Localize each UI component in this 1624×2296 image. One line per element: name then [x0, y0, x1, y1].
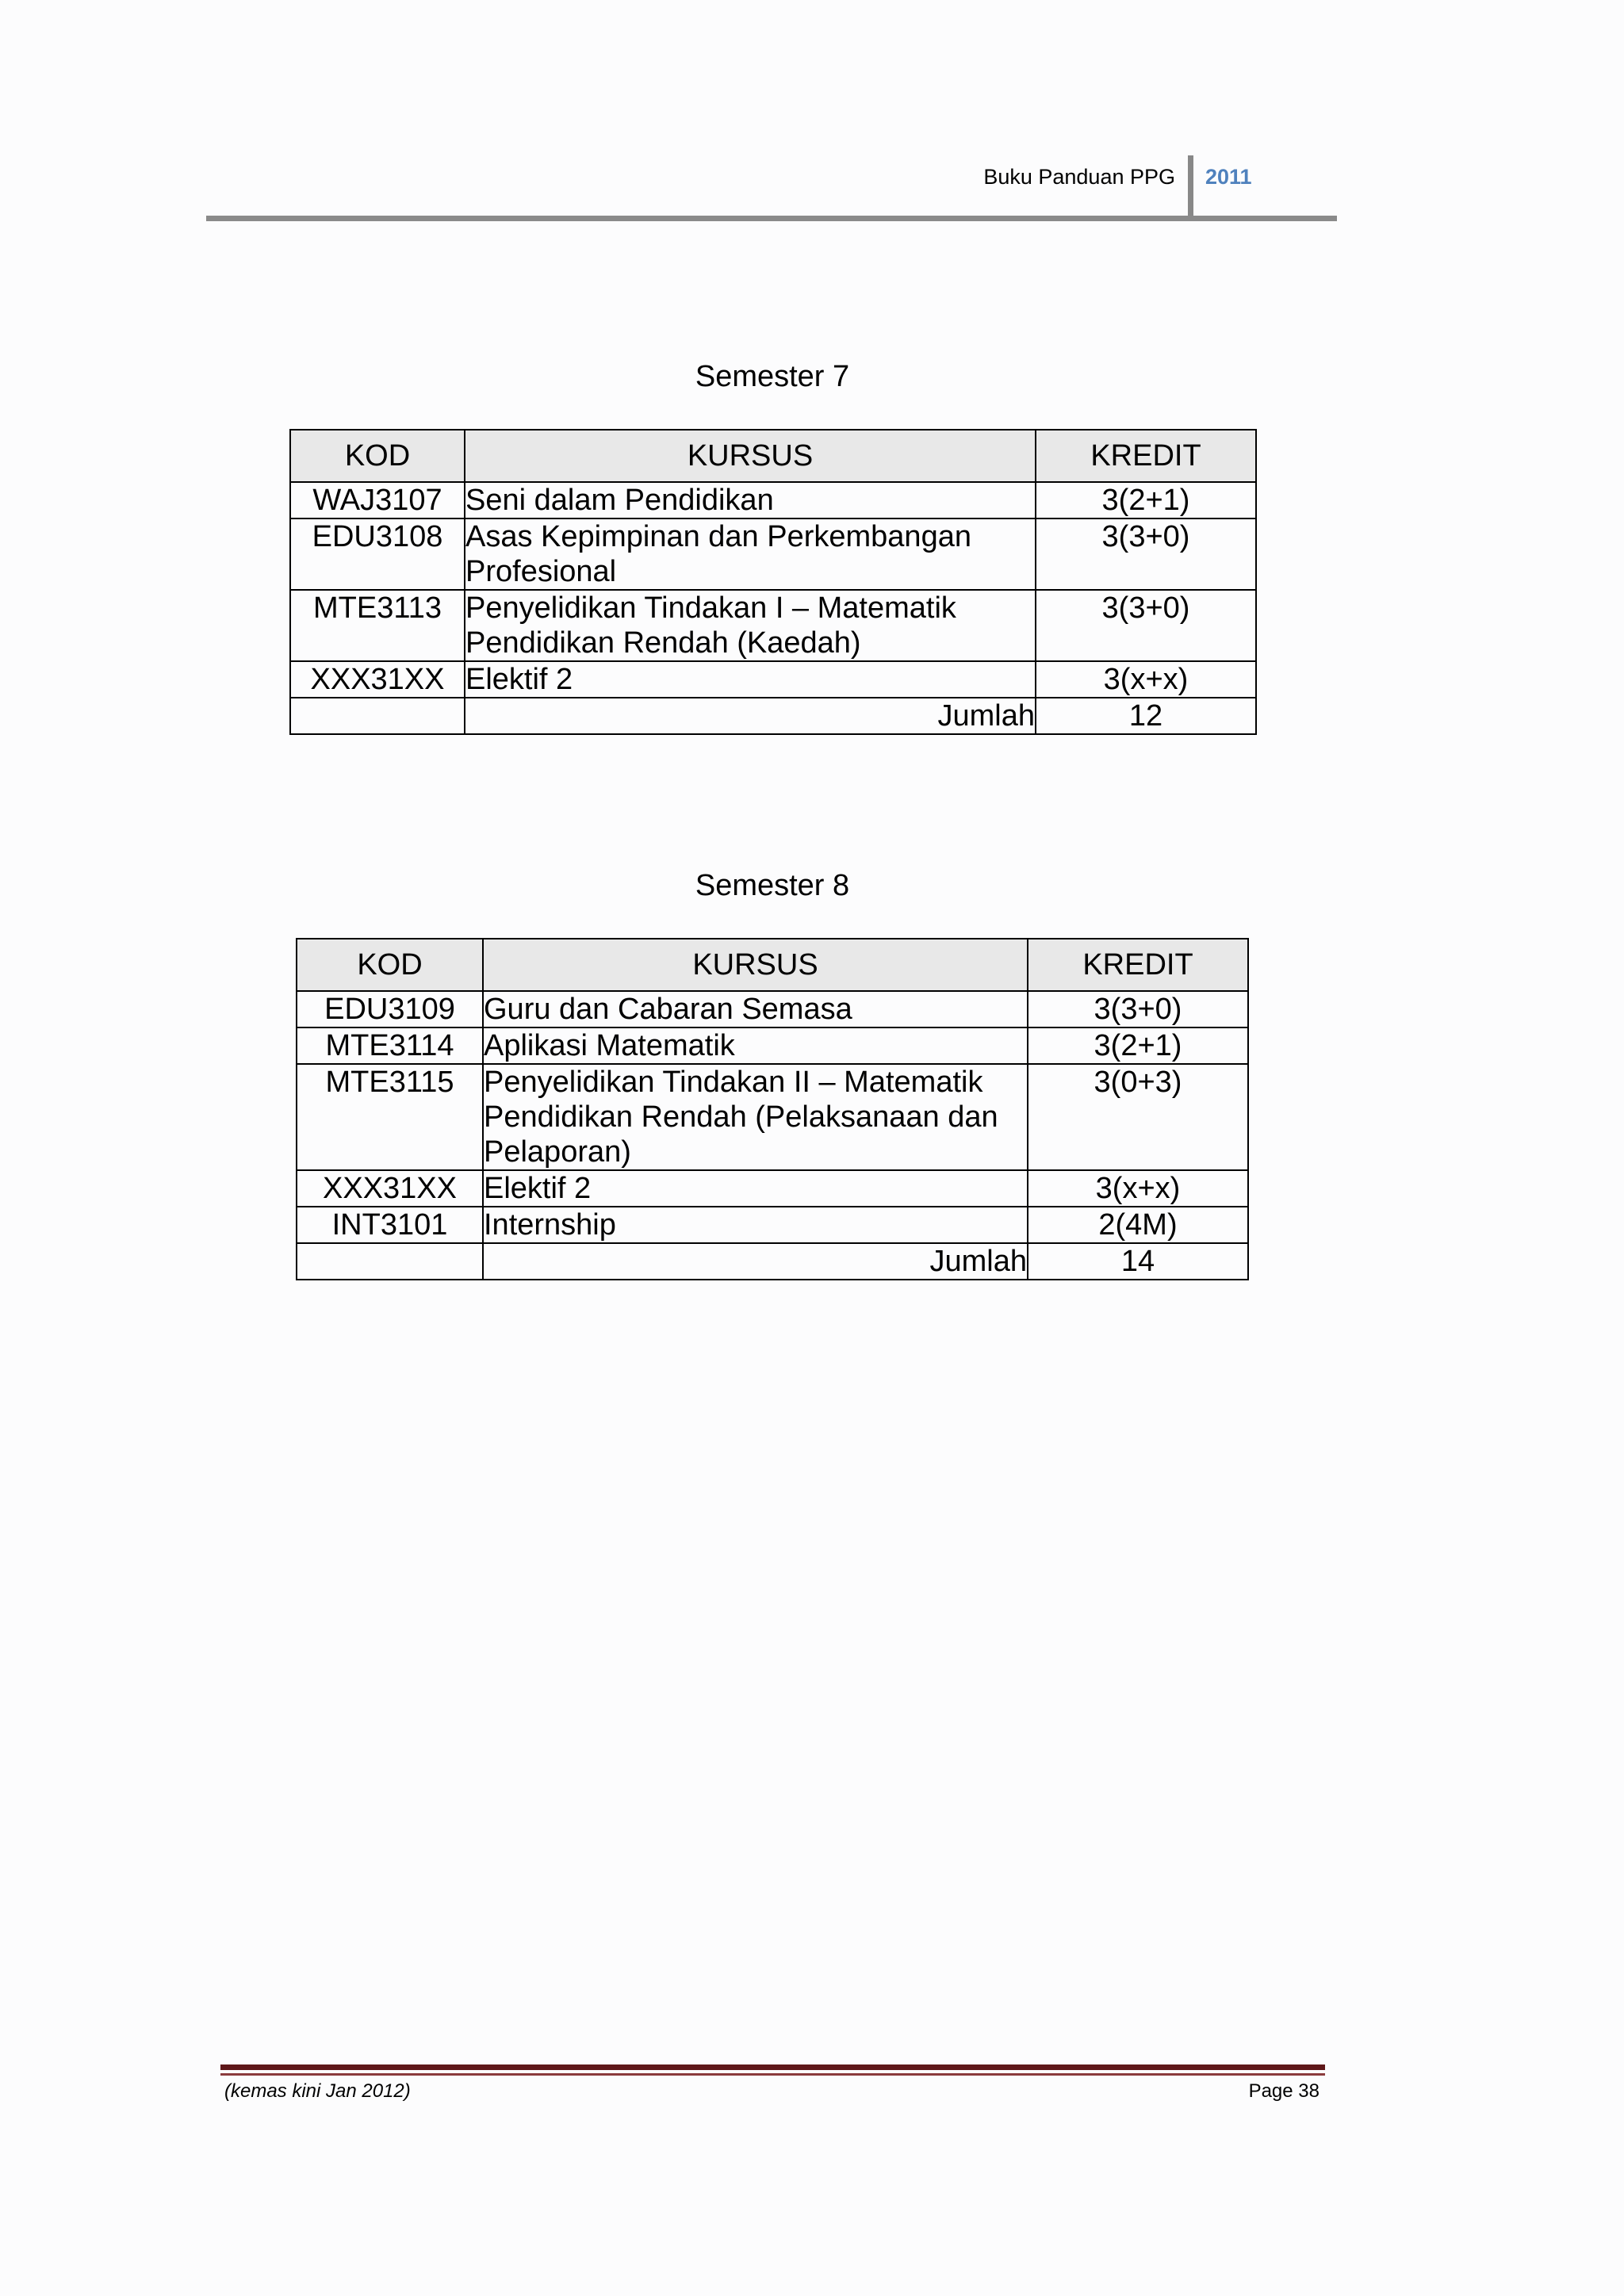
total-row [297, 1243, 1248, 1280]
course-credit: 3(3+0) [1036, 519, 1256, 590]
course-name [483, 1207, 1028, 1243]
semester-8-table [296, 938, 1249, 1280]
footer-rule-thin [220, 2073, 1325, 2076]
total-label: Jumlah [465, 698, 1036, 734]
course-name [483, 991, 1028, 1027]
semester-7-rows [290, 482, 1256, 734]
column-header-kursus: KURSUS [465, 430, 1036, 482]
course-code: XXX31XX [290, 661, 465, 698]
column-header-kod: KOD [297, 939, 483, 991]
course-credit: 3(0+3) [1028, 1064, 1248, 1170]
total-credit: 12 [1036, 698, 1256, 734]
course-name-line: Penyelidikan Tindakan I – Matematik [465, 591, 956, 625]
semester-8-title: Semester 8 [695, 869, 850, 902]
course-name [465, 590, 1036, 661]
course-name-line: Elektif 2 [465, 663, 573, 696]
course-name [465, 482, 1036, 519]
table-row [290, 482, 1256, 519]
footer-page-number: Page 38 [1248, 2080, 1320, 2102]
column-header-kredit: KREDIT [1036, 430, 1256, 482]
course-name [483, 1170, 1028, 1207]
header-rule [206, 216, 1337, 221]
course-name [465, 661, 1036, 698]
column-header-kod: KOD [290, 430, 465, 482]
course-code: WAJ3107 [290, 482, 465, 519]
course-name-line: Pendidikan Rendah (Kaedah) [465, 626, 861, 660]
total-label: Jumlah [483, 1243, 1028, 1280]
semester-7-title: Semester 7 [695, 360, 850, 393]
empty-cell [290, 698, 465, 734]
course-credit: 2(4M) [1028, 1207, 1248, 1243]
course-name-line: Profesional [465, 555, 617, 588]
table-row [290, 519, 1256, 590]
course-name-line: Seni dalam Pendidikan [465, 484, 774, 517]
course-name-line: Elektif 2 [484, 1172, 592, 1205]
footer-rule [220, 2064, 1325, 2070]
table-row [297, 1027, 1248, 1064]
table-row [297, 1207, 1248, 1243]
table-row [297, 1170, 1248, 1207]
column-header-kredit: KREDIT [1028, 939, 1248, 991]
table-row [297, 991, 1248, 1027]
course-name-line: Penyelidikan Tindakan II – Matematik [484, 1066, 983, 1099]
course-name-line: Guru dan Cabaran Semasa [484, 993, 852, 1026]
header-title: Buku Panduan PPG [983, 165, 1175, 189]
table-header-row [297, 939, 1248, 991]
course-code: MTE3115 [297, 1064, 483, 1170]
semester-8-rows [297, 991, 1248, 1280]
course-name [465, 519, 1036, 590]
course-credit: 3(x+x) [1036, 661, 1256, 698]
table-row [297, 1064, 1248, 1170]
total-credit: 14 [1028, 1243, 1248, 1280]
column-header-kursus: KURSUS [483, 939, 1028, 991]
empty-cell [297, 1243, 483, 1280]
course-credit: 3(3+0) [1036, 590, 1256, 661]
header-year: 2011 [1205, 165, 1252, 189]
course-credit: 3(2+1) [1036, 482, 1256, 519]
footer-updated-note: (kemas kini Jan 2012) [224, 2080, 411, 2102]
total-row [290, 698, 1256, 734]
course-credit: 3(x+x) [1028, 1170, 1248, 1207]
course-name [483, 1064, 1028, 1170]
course-code: EDU3108 [290, 519, 465, 590]
course-name-line: Pelaporan) [484, 1135, 631, 1169]
table-header-row [290, 430, 1256, 482]
course-code: EDU3109 [297, 991, 483, 1027]
header-divider [1188, 155, 1193, 217]
table-row [290, 590, 1256, 661]
semester-7-table [289, 429, 1257, 735]
course-code: INT3101 [297, 1207, 483, 1243]
course-code: XXX31XX [297, 1170, 483, 1207]
course-name-line: Pendidikan Rendah (Pelaksanaan dan [484, 1100, 998, 1134]
course-credit: 3(2+1) [1028, 1027, 1248, 1064]
course-name-line: Asas Kepimpinan dan Perkembangan [465, 520, 971, 553]
course-credit: 3(3+0) [1028, 991, 1248, 1027]
course-name-line: Aplikasi Matematik [484, 1029, 735, 1062]
course-name [483, 1027, 1028, 1064]
table-row [290, 661, 1256, 698]
course-code: MTE3114 [297, 1027, 483, 1064]
course-name-line: Internship [484, 1208, 616, 1242]
course-code: MTE3113 [290, 590, 465, 661]
